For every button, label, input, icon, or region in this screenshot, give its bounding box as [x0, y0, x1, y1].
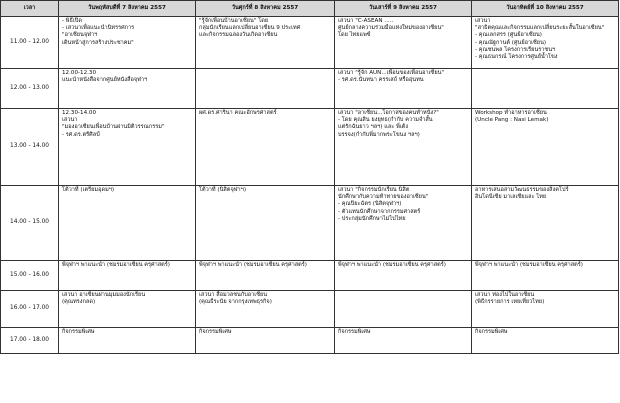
header-day-thursday: วันพฤหัสบดีที่ 7 สิงหาคม 2557: [59, 1, 196, 17]
event-text: - รศ.ดร.ตรีศิลป์: [62, 131, 100, 138]
event-text: - เสวนาเพื่อแนะนำนิทรรศการ: [62, 25, 135, 32]
event-text: "รู้จักเพื่อนบ้านอาเซียน" โดย: [199, 18, 269, 24]
event-text: กิจกรรมพิเศษ: [475, 329, 508, 335]
event-cell-friday: [196, 109, 335, 186]
event-cell-thursday: [59, 291, 196, 328]
event-text: พี่จุฬาฯ พาแนะนำ (ชมรมอาเซียน ครุศาสตร์): [475, 262, 583, 268]
event-text: - ตัวแทนนักศึกษาจากกรรมศาสตร์: [338, 208, 421, 215]
event-cell-sunday: [472, 261, 619, 291]
header-time: เวลา: [1, 1, 59, 17]
event-text: ผศ.ดร.ศารินา คณะอักษรศาสตร์: [199, 110, 277, 116]
event-cell-saturday: [335, 69, 472, 109]
schedule-row: [1, 291, 619, 328]
time-cell: 12.00 - 13.00: [1, 69, 59, 109]
event-cell-friday: [196, 291, 335, 328]
schedule-row: [1, 17, 619, 69]
event-cell-saturday: [335, 109, 472, 186]
schedule-row: [1, 186, 619, 261]
event-text: กิจกรรมพิเศษ: [199, 329, 232, 335]
event-text: (คุณธีระนัย จากกรุงเทพธุรกิจ): [199, 299, 272, 306]
schedule-row: [1, 69, 619, 109]
event-text: "สาธิตคุณและกิจกรรมแลกเปลี่ยนระยะสั้นในอาเซียน": [475, 25, 605, 32]
event-text: และกิจกรรมฉลองวันเกิดอาเซียน: [199, 32, 278, 39]
event-cell-sunday: [472, 186, 619, 261]
event-cell-thursday: [59, 186, 196, 261]
event-cell-sunday: [472, 291, 619, 328]
time-cell: 11.00 - 12.00: [1, 17, 59, 69]
event-cell-saturday: [335, 291, 472, 328]
event-text: นักศึกษากับความท้าทายของอาเซียน": [338, 194, 429, 201]
event-text: - คุณปิยะฉัตร (นิสิตจุฬาฯ): [338, 201, 402, 208]
event-text: เดินหน้าสู่การสร้างประชาคม": [62, 39, 134, 46]
event-text: กิจกรรมพิเศษ: [338, 329, 371, 335]
event-text: (พิธีกรรายการ เทยเที่ยวไทย): [475, 299, 545, 306]
event-text: พี่จุฬาฯ พาแนะนำ (ชมรมอาเซียน ครุศาสตร์): [62, 262, 170, 268]
event-text: อินโดนีเซีย มาเลเซียและ ไทย: [475, 194, 547, 201]
header-day-friday: วันศุกร์ที่ 8 สิงหาคม 2557: [196, 1, 335, 17]
time-cell: 14.00 - 15.00: [1, 186, 59, 261]
event-text: "อาเซียนจุฬาฯ: [62, 32, 98, 39]
event-text: เสวนา ท่องไปในอาเซียน: [475, 292, 535, 298]
event-text: บรรจง(กำกับพี่มากพระโขนง ฯลฯ): [338, 131, 420, 138]
event-text: - โดย คุณสิน ยงยุทธ(กำกับ ความจำสั้น: [338, 117, 433, 124]
event-cell-thursday: [59, 261, 196, 291]
schedule-row: [1, 328, 619, 354]
time-cell: 16.00 - 17.00: [1, 291, 59, 328]
event-cell-sunday: [472, 109, 619, 186]
event-text: เสวนา: [62, 117, 78, 124]
event-cell-saturday: [335, 186, 472, 261]
event-text: Workshop ทำอาหารอาเซียน: [475, 110, 547, 116]
event-text: 12.30-14.00: [62, 110, 97, 116]
event-text: แนะนำหนังสือจากศูนย์หนังสือจุฬาฯ: [62, 77, 148, 84]
event-cell-friday: [196, 69, 335, 109]
event-text: - คุณธนกรณ์ โครงการศูนย์น้ำโขง: [475, 54, 558, 61]
event-cell-thursday: [59, 328, 196, 354]
schedule-row: [1, 261, 619, 291]
event-cell-saturday: [335, 17, 472, 69]
schedule-row: [1, 109, 619, 186]
header-day-sunday: วันอาทิตย์ที่ 10 สิงหาคม 2557: [472, 1, 619, 17]
time-cell: 15.00 - 16.00: [1, 261, 59, 291]
event-cell-sunday: [472, 328, 619, 354]
event-text: - คุณเลกสรร (ศูนย์อาเซียน): [475, 32, 542, 39]
event-text: โต้วาที (นิสิตจุฬาฯ): [199, 187, 247, 193]
event-cell-sunday: [472, 17, 619, 69]
event-text: กิจกรรมพิเศษ: [62, 329, 95, 335]
event-text: - พิธีเปิด: [62, 18, 82, 24]
event-text: 12.00-12.30: [62, 70, 97, 76]
event-cell-sunday: [472, 69, 619, 109]
event-text: เสวนา "C-ASEAN .....: [338, 18, 394, 24]
event-text: กลุ่มนักเรียนแลกเปลี่ยนอาเซียน 9 ประเทศ: [199, 25, 301, 32]
event-text: (คุณทรงกลด): [62, 299, 96, 306]
schedule-body: [1, 17, 619, 354]
event-cell-friday: [196, 186, 335, 261]
event-text: - ประกลุ่มนักศึกษาไม่ไปไทย: [338, 215, 406, 222]
event-text: เสวนา: [475, 18, 491, 24]
event-cell-thursday: [59, 69, 196, 109]
event-text: (Uncle Pang : Nasi Lemak): [475, 117, 549, 124]
header-row: [1, 1, 619, 17]
event-cell-thursday: [59, 17, 196, 69]
time-cell: 17.00 - 18.00: [1, 328, 59, 354]
event-cell-thursday: [59, 109, 196, 186]
event-cell-friday: [196, 17, 335, 69]
event-text: พี่จุฬาฯ พาแนะนำ (ชมรมอาเซียน ครุศาสตร์): [199, 262, 307, 268]
event-text: อาหารเสนอสามวัฒนธรรมของสิงคโปร์: [475, 187, 569, 193]
event-text: แต่รักฉันยาว ฯลฯ) และ พี่เต้ง: [338, 124, 409, 131]
event-text: เสวนา "รู้จัก AUN...เพื่อนของเพื่อนอาเซียน": [338, 70, 445, 76]
event-text: โต้วาที (เตรียมอุดมฯ): [62, 187, 115, 193]
event-text: เสวนา "กิจกรรมนักเรียน นิสิต: [338, 187, 410, 193]
header-day-saturday: วันเสาร์ที่ 9 สิงหาคม 2557: [335, 1, 472, 17]
event-text: - คุณณัฐกานต์ (ศูนย์อาเซียน): [475, 39, 547, 46]
event-cell-saturday: [335, 328, 472, 354]
event-text: - คุณชนพล โครงการเรียนราชนฯ: [475, 46, 556, 53]
event-text: เสวนา "อาเซียน...โอกาสของคนทำหนัง?": [338, 110, 439, 116]
time-cell: 13.00 - 14.00: [1, 109, 59, 186]
event-cell-saturday: [335, 261, 472, 291]
event-cell-friday: [196, 328, 335, 354]
event-text: โดย ไทยแพซ์: [338, 32, 371, 39]
event-text: เสวนา สื่อมวลชนกับอาเซียน: [199, 292, 268, 298]
event-text: เสวนา อาเซียนผ่านมุมมองนักเรียน: [62, 292, 146, 298]
event-text: "มองอาเซียนเพื่อนบ้านผ่านมิติวรรณกรรม": [62, 124, 165, 131]
event-text: - รศ.ดร.นันทนา ครรเสถ์ หรืออุ่นทน: [338, 77, 424, 84]
event-text: พี่จุฬาฯ พาแนะนำ (ชมรมอาเซียน ครุศาสตร์): [338, 262, 446, 268]
event-cell-friday: [196, 261, 335, 291]
event-text: ศูนย์กลางความร่วมมือแห่งใหม่ของอาเซียน": [338, 25, 444, 32]
